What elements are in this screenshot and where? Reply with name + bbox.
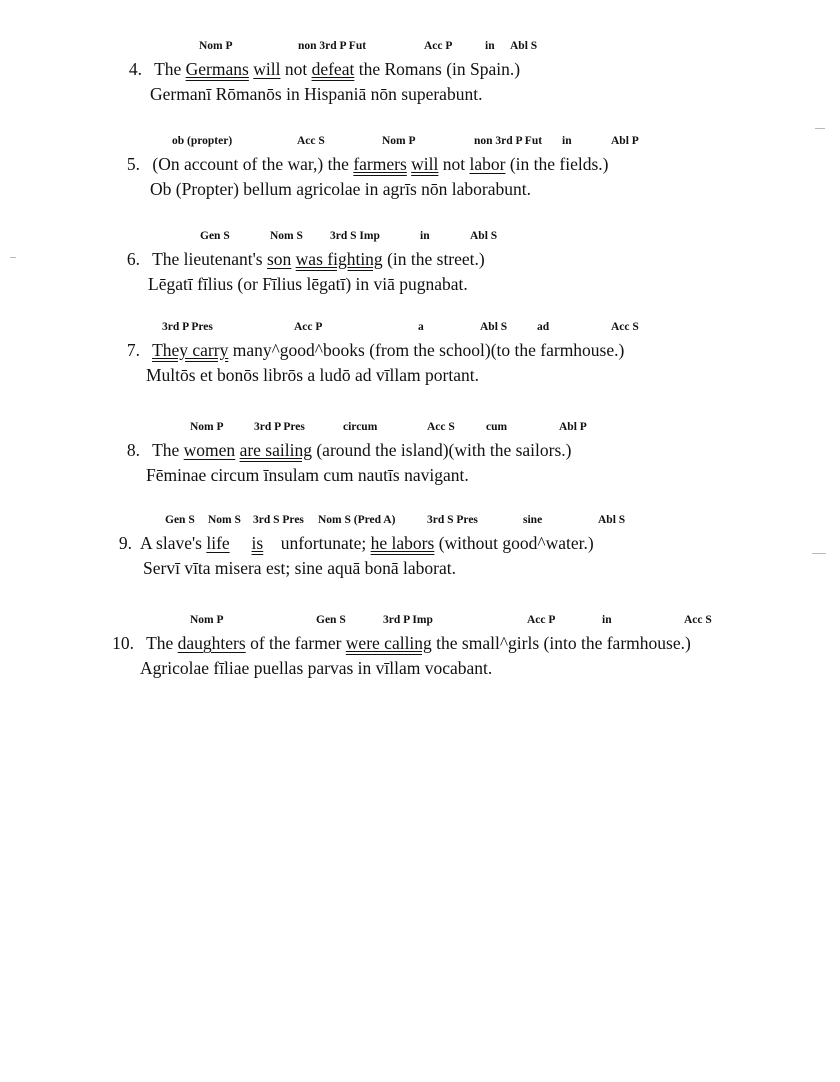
- grammar-tag: non 3rd P Fut: [474, 135, 543, 147]
- english-text: They carry many^good^books (from the school)(to the farmhouse.): [152, 340, 625, 360]
- latin-translation: Servī vīta misera est; sine aquā bonā laborat.: [143, 558, 456, 578]
- grammar-tag: Acc S: [611, 321, 639, 333]
- grammar-tag: in: [602, 614, 612, 626]
- grammar-tag: Abl P: [611, 135, 639, 147]
- grammar-tag: 3rd S Pres: [253, 514, 304, 526]
- grammar-tags: [0, 321, 840, 339]
- grammar-tags: [0, 230, 840, 248]
- english-sentence: [120, 339, 624, 361]
- exercise-number: 6.: [126, 249, 140, 269]
- english-sentence: [120, 153, 609, 175]
- scan-artifact: [815, 128, 825, 129]
- exercise-number: 9.: [118, 533, 132, 553]
- grammar-tag: Nom S: [270, 230, 303, 242]
- grammar-tag: non 3rd P Fut: [298, 40, 367, 52]
- english-sentence: [120, 58, 520, 80]
- exercise-6: [0, 230, 840, 294]
- latin-translation: Fēminae circum īnsulam cum nautīs navigant.: [146, 465, 469, 485]
- latin-translation: Agricolae fīliae puellas parvas in vīllam vocabant.: [140, 658, 493, 678]
- exercise-number: 10.: [112, 633, 134, 653]
- exercise-number: 4.: [128, 59, 142, 79]
- grammar-tag: Acc S: [297, 135, 325, 147]
- grammar-tags: [0, 421, 840, 439]
- grammar-tag: Gen S: [200, 230, 230, 242]
- grammar-tag: in: [420, 230, 430, 242]
- english-sentence: [120, 439, 572, 461]
- grammar-tag: 3rd S Imp: [330, 230, 380, 242]
- grammar-tag: in: [485, 40, 495, 52]
- english-text: The daughters of the farmer were calling the small^girls (into the farmhouse.): [146, 633, 691, 653]
- exercise-8: [0, 421, 840, 485]
- english-sentence: [112, 532, 594, 554]
- grammar-tag: Abl S: [510, 40, 538, 52]
- english-text: The women are sailing (around the island)(with the sailors.): [152, 440, 572, 460]
- latin-translation: Germanī Rōmanōs in Hispaniā nōn superabunt.: [150, 84, 483, 104]
- grammar-tag: Abl S: [480, 321, 508, 333]
- exercise-number: 8.: [126, 440, 140, 460]
- grammar-tag: Nom S (Pred A): [318, 514, 396, 526]
- scan-artifact: [812, 553, 826, 554]
- english-text: The lieutenant's son was fighting (in the street.): [152, 249, 485, 269]
- latin-translation: Ob (Propter) bellum agricolae in agrīs nōn laborabunt.: [150, 179, 532, 199]
- english-sentence: [120, 248, 485, 270]
- exercise-10: [0, 614, 840, 678]
- grammar-tag: Gen S: [316, 614, 346, 626]
- grammar-tag: Abl S: [598, 514, 626, 526]
- english-text: (On account of the war,) the farmers will not labor (in the fields.): [152, 154, 609, 174]
- grammar-tag: Nom P: [190, 614, 224, 626]
- grammar-tag: Acc P: [424, 40, 453, 52]
- grammar-tag: 3rd S Pres: [427, 514, 478, 526]
- scan-artifact: [10, 257, 16, 258]
- grammar-tag: Nom S: [208, 514, 241, 526]
- exercise-5: [0, 135, 840, 199]
- grammar-tag: Nom P: [190, 421, 224, 433]
- english-text: A slave's life is unfortunate; he labors (without good^water.): [140, 533, 594, 553]
- grammar-tag: Abl P: [559, 421, 587, 433]
- exercise-number: 5.: [126, 154, 140, 174]
- grammar-tag: Acc P: [294, 321, 323, 333]
- grammar-tags: [0, 40, 840, 58]
- grammar-tag: circum: [343, 421, 378, 433]
- grammar-tag: Gen S: [165, 514, 195, 526]
- grammar-tag: Nom P: [199, 40, 233, 52]
- grammar-tag: Acc P: [527, 614, 556, 626]
- grammar-tag: a: [418, 321, 424, 333]
- grammar-tag: ad: [537, 321, 550, 333]
- grammar-tag: 3rd P Imp: [383, 614, 433, 626]
- grammar-tags: [0, 135, 840, 153]
- grammar-tags: [0, 514, 840, 532]
- exercise-4: [0, 40, 840, 104]
- english-text: The Germans will not defeat the Romans (in Spain.): [154, 59, 521, 79]
- grammar-tags: [0, 614, 840, 632]
- english-sentence: [112, 632, 691, 654]
- grammar-tag: in: [562, 135, 572, 147]
- exercise-9: [0, 514, 840, 578]
- latin-translation: Multōs et bonōs librōs a ludō ad vīllam portant.: [146, 365, 479, 385]
- grammar-tag: Acc S: [684, 614, 712, 626]
- grammar-tag: cum: [486, 421, 508, 433]
- grammar-tag: 3rd P Pres: [254, 421, 305, 433]
- grammar-tag: Nom P: [382, 135, 416, 147]
- latin-translation: Lēgatī fīlius (or Fīlius lēgatī) in viā pugnabat.: [148, 274, 468, 294]
- grammar-tag: ob (propter): [172, 135, 233, 147]
- exercise-number: 7.: [126, 340, 140, 360]
- grammar-tag: Abl S: [470, 230, 498, 242]
- exercise-7: [0, 321, 840, 385]
- grammar-tag: 3rd P Pres: [162, 321, 213, 333]
- grammar-tag: sine: [523, 514, 543, 526]
- grammar-tag: Acc S: [427, 421, 455, 433]
